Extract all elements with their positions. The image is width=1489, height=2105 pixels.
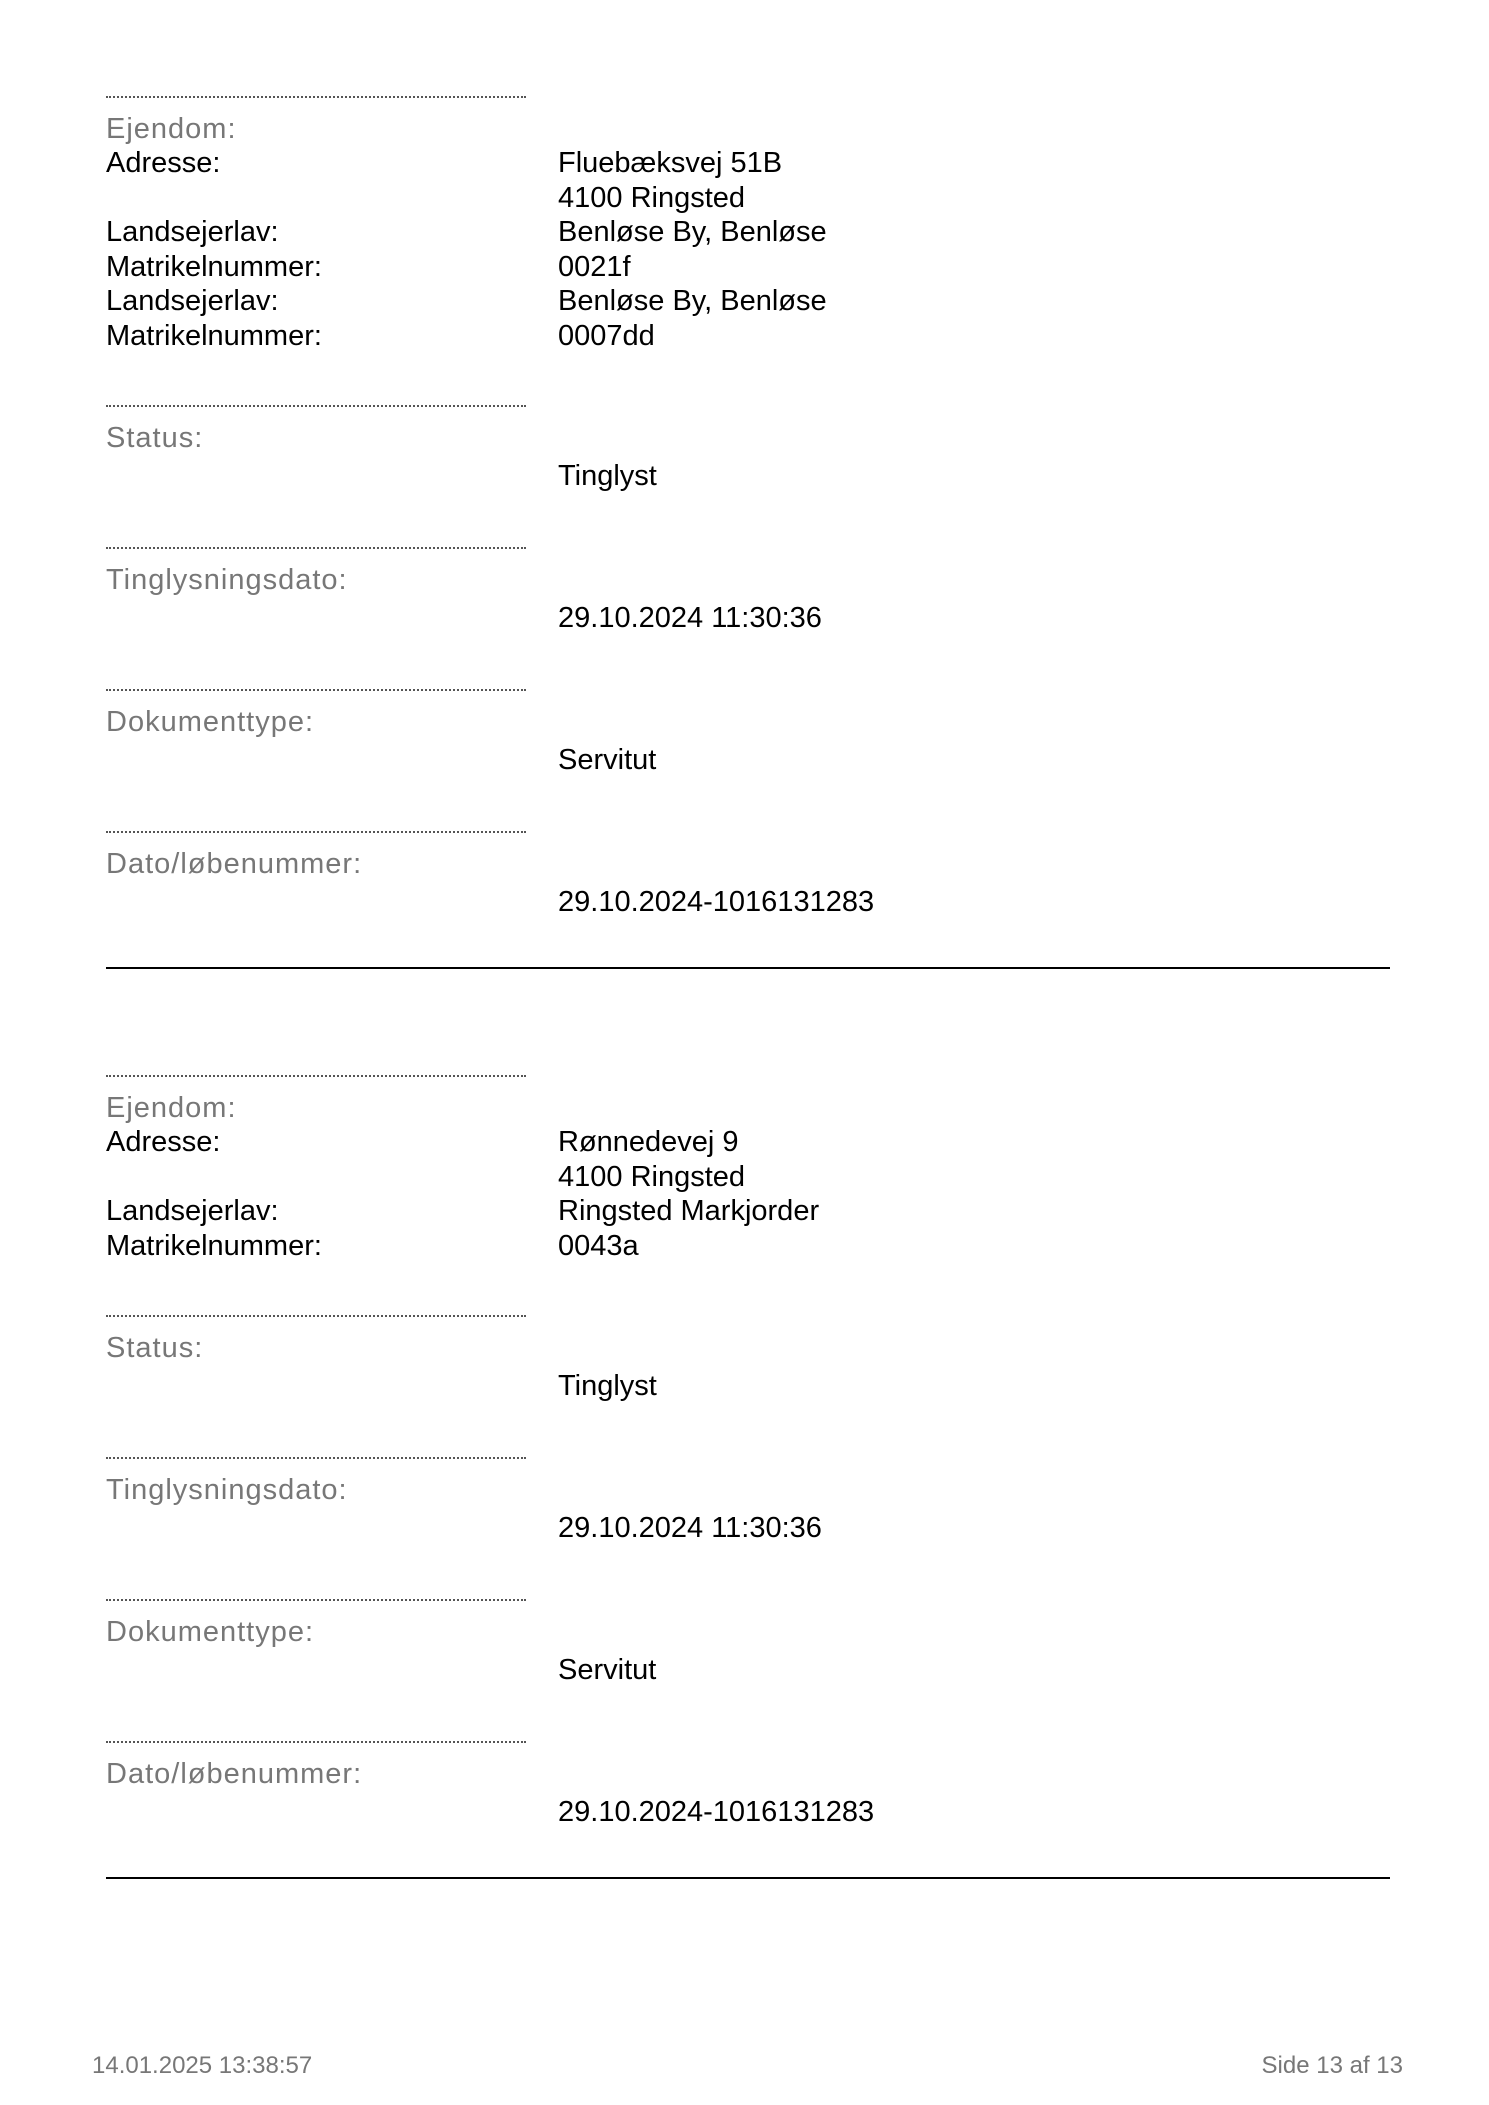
field-key: Landsejerlav: [106, 285, 279, 317]
address-row [106, 1125, 1390, 1160]
dotted-divider [106, 831, 526, 833]
record-2 [106, 1075, 1390, 1879]
ejendom-label: Ejendom: [106, 113, 237, 145]
field-key: Adresse: [106, 1126, 221, 1158]
dotted-divider [106, 405, 526, 407]
address-row-2 [106, 181, 1390, 216]
tinglysningsdato-section [106, 1457, 1390, 1545]
field-key: Matrikelnummer: [106, 250, 322, 283]
field-key: Adresse: [106, 147, 221, 179]
dokumenttype-section [106, 1599, 1390, 1687]
record-1 [106, 96, 1390, 969]
status-label: Status: [106, 1332, 204, 1364]
tinglysningsdato-label: Tinglysningsdato: [106, 564, 348, 596]
status-section [106, 1315, 1390, 1403]
status-value: Tinglyst [558, 460, 657, 492]
footer-timestamp: 14.01.2025 13:38:57 [92, 2052, 313, 2079]
matrikelnummer-row [106, 250, 1390, 285]
dokumenttype-label: Dokumenttype: [106, 706, 315, 738]
field-value: Ringsted Markjorder [558, 1195, 820, 1227]
dato-value: 29.10.2024-1016131283 [558, 1796, 875, 1828]
field-value: 0007dd [558, 319, 655, 352]
dotted-divider [106, 96, 526, 98]
field-value: Fluebæksvej 51B [558, 147, 783, 179]
landsejerlav-row [106, 1194, 1390, 1229]
field-value: 0043a [558, 1229, 639, 1262]
field-key: Matrikelnummer: [106, 319, 322, 352]
dotted-divider [106, 1457, 526, 1459]
landsejerlav-row [106, 215, 1390, 250]
dato-section [106, 1741, 1390, 1829]
dokumenttype-value: Servitut [558, 744, 657, 776]
ejendom-section [106, 1075, 1390, 1263]
tinglysningsdato-value: 29.10.2024 11:30:36 [558, 1512, 822, 1544]
dokumenttype-section [106, 689, 1390, 777]
status-label: Status: [106, 422, 204, 454]
dokumenttype-label: Dokumenttype: [106, 1616, 315, 1648]
dotted-divider [106, 547, 526, 549]
footer-page-number: Side 13 af 13 [1261, 2052, 1403, 2079]
matrikelnummer-row [106, 1229, 1390, 1264]
dato-label: Dato/løbenummer: [106, 848, 363, 880]
ejendom-section [106, 96, 1390, 353]
dotted-divider [106, 1741, 526, 1743]
record-separator [106, 967, 1390, 969]
dotted-divider [106, 1315, 526, 1317]
tinglysningsdato-value: 29.10.2024 11:30:36 [558, 602, 822, 634]
dokumenttype-value: Servitut [558, 1654, 657, 1686]
dato-section [106, 831, 1390, 919]
dato-label: Dato/løbenummer: [106, 1758, 363, 1790]
field-value: 4100 Ringsted [558, 1160, 746, 1193]
address-row-2 [106, 1160, 1390, 1195]
field-value: Rønnedevej 9 [558, 1126, 739, 1158]
field-key [106, 1160, 558, 1195]
status-value: Tinglyst [558, 1370, 657, 1402]
address-row [106, 146, 1390, 181]
tinglysningsdato-label: Tinglysningsdato: [106, 1474, 348, 1506]
field-value: Benløse By, Benløse [558, 216, 827, 248]
ejendom-label: Ejendom: [106, 1092, 237, 1124]
field-value: 4100 Ringsted [558, 181, 746, 214]
record-separator [106, 1877, 1390, 1879]
field-value: 0021f [558, 250, 631, 283]
tinglysningsdato-section [106, 547, 1390, 635]
landsejerlav-row [106, 284, 1390, 319]
field-key: Landsejerlav: [106, 1195, 279, 1227]
dotted-divider [106, 689, 526, 691]
field-key: Matrikelnummer: [106, 1229, 322, 1262]
dotted-divider [106, 1075, 526, 1077]
field-key [106, 181, 558, 216]
field-value: Benløse By, Benløse [558, 285, 827, 317]
field-key: Landsejerlav: [106, 216, 279, 248]
dotted-divider [106, 1599, 526, 1601]
dato-value: 29.10.2024-1016131283 [558, 886, 875, 918]
matrikelnummer-row [106, 319, 1390, 354]
status-section [106, 405, 1390, 493]
